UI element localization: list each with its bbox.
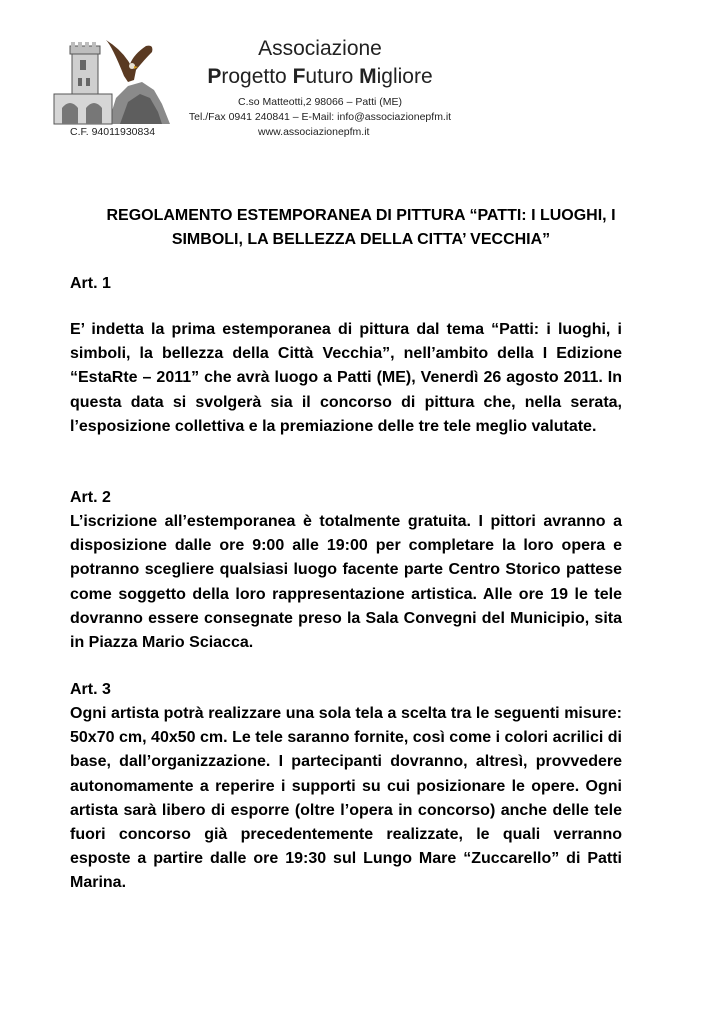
article-2-heading: Art. 2 <box>70 489 111 506</box>
org-name-cap-1: P <box>207 65 222 88</box>
article-2-text: L’iscrizione all’estemporanea è totalmente gratuita. I pittori avranno a disposizione dalle ore 9:00 alle 19:00 per completare la loro opera e potranno scegliere qualsiasi luogo facente parte Centro Storico pattese come soggetto della loro rappresentazione artistica. Alle ore 19 le tele dovranno essere consegnate preso la Sala Convegni del Municipio, sita in Piazza Mario Sciacca. <box>70 513 622 652</box>
org-name-rest-1: rogetto <box>221 65 293 88</box>
org-name <box>170 64 470 90</box>
fiscal-code: C.F. 94011930834 <box>70 126 156 138</box>
article-1-heading: Art. 1 <box>70 275 111 292</box>
org-address: C.so Matteotti,2 98066 – Patti (ME) <box>238 96 402 108</box>
org-name-rest-2: uturo <box>305 65 360 88</box>
article-3-heading: Art. 3 <box>70 681 111 698</box>
document-title: REGOLAMENTO ESTEMPORANEA DI PITTURA “PATTI: I LUOGHI, I SIMBOLI, LA BELLEZZA DELLA CITTA’ VECCHIA” <box>106 207 616 248</box>
org-name-cap-3: M <box>359 65 377 88</box>
website-link[interactable]: www.associazionepfm.it <box>258 126 370 138</box>
org-name-rest-3: igliore <box>376 65 433 88</box>
org-word: Associazione <box>258 37 382 60</box>
article-3-text: Ogni artista potrà realizzare una sola tela a scelta tra le seguenti misure: 50x70 cm, 40x50 cm. Le tele saranno fornite, così come i colori acrilici di base, dall’organizzazione. I partecipanti dovranno, altresì, provvedere autonomamente a reperire i supporti su cui posizionare le opere. Ogni artista sarà libero di esporre (oltre l’opera in concorso) anche delle tele fuori concorso già precedentemente realizzate, le quali verranno esposte a partire dalle ore 19:30 sul Lungo Mare “Zuccarello” di Patti Marina. <box>70 705 622 892</box>
article-1-text: E’ indetta la prima estemporanea di pittura dal tema “Patti: i luoghi, i simboli, la bellezza della Città Vecchia”, nell’ambito della I Edizione “EstaRte – 2011” che avrà luogo a Patti (ME), Venerdì 26 agosto 2011. In questa data si svolgerà sia il concorso di pittura che, nella serata, l’esposizione collettiva e la premiazione delle tre tele meglio valutate. <box>70 321 622 435</box>
eagle-castle-logo-icon <box>50 36 180 126</box>
org-contacts: Tel./Fax 0941 240841 – E-Mail: info@associazionepfm.it <box>188 111 452 123</box>
org-name-cap-2: F <box>292 65 306 88</box>
